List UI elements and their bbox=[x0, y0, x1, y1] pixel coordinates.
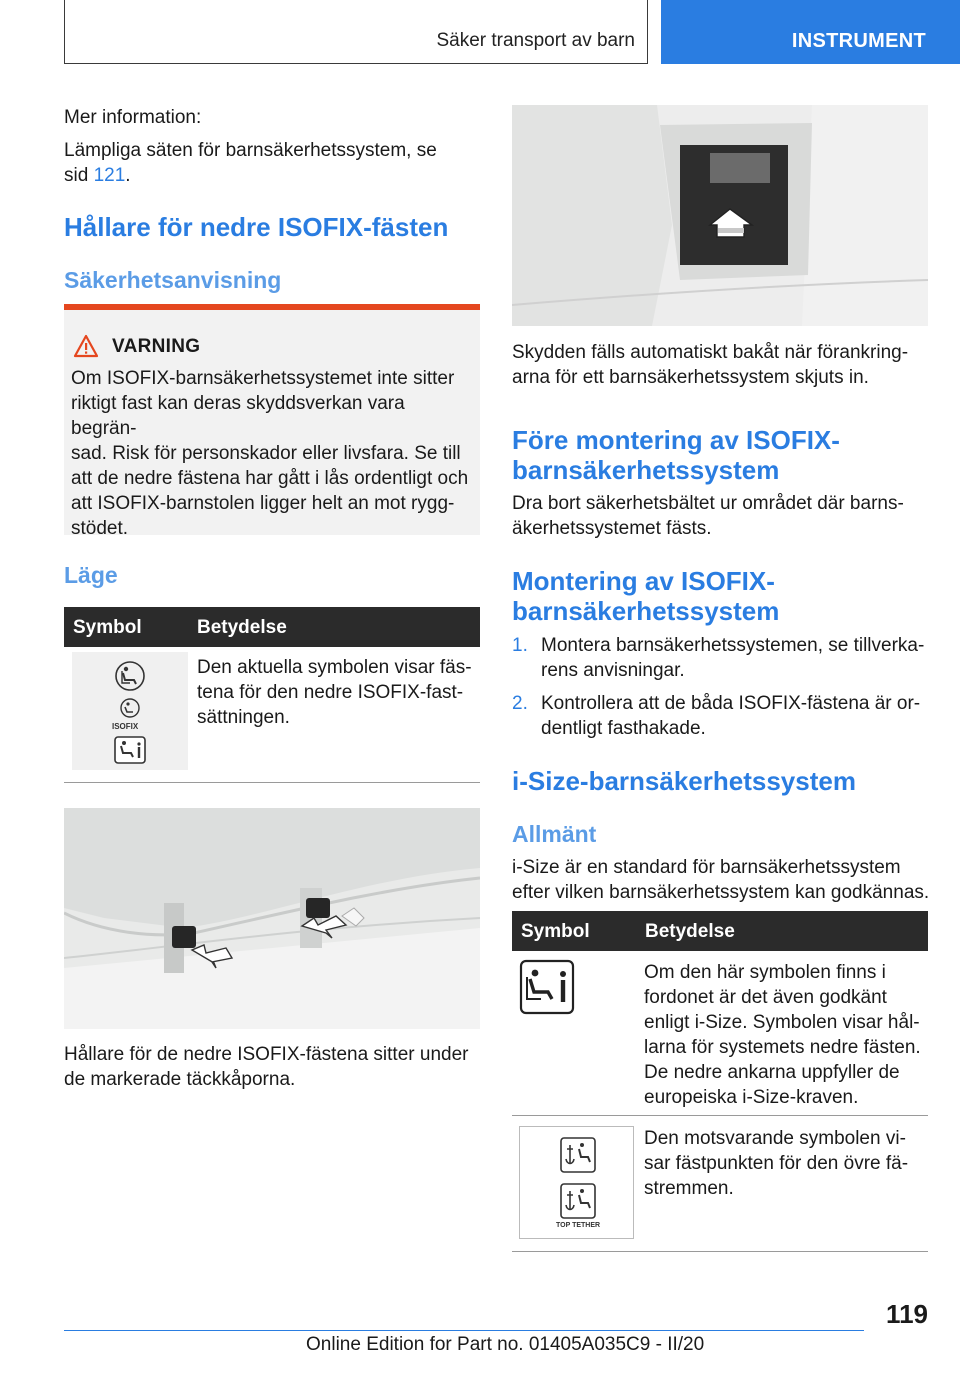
warning-text bbox=[71, 366, 473, 541]
before-text bbox=[512, 491, 932, 541]
meaning-line: De nedre ankarna uppfyller de bbox=[644, 1062, 900, 1083]
tether-meaning-cell bbox=[644, 1126, 934, 1201]
top-tether-label: TOP TETHER bbox=[556, 1222, 601, 1229]
col-symbol: Symbol bbox=[73, 617, 142, 638]
heading-isofix-holders: Hållare för nedre ISOFIX-fästen bbox=[64, 212, 449, 242]
warning-line: sad. Risk för personskador eller livsfara. Se till bbox=[71, 443, 461, 464]
page-number: 119 bbox=[886, 1299, 928, 1329]
isize-symbol-icon bbox=[114, 736, 146, 764]
isize-symbol-cell bbox=[519, 959, 575, 1015]
isofix-label: ISOFIX bbox=[112, 722, 139, 731]
warning-line: Om ISOFIX-barnsäkerhetssystemet inte sitter bbox=[71, 368, 455, 389]
text-line: i-Size är en standard för barnsäkerhetssystem bbox=[512, 857, 901, 878]
edition-text: Online Edition for Part no. 01405A035C9 - II/20 bbox=[306, 1334, 705, 1355]
meaning-line: Om den här symbolen finns i bbox=[644, 962, 886, 983]
general-text bbox=[512, 855, 942, 905]
anchor-cover-photo bbox=[512, 105, 928, 326]
warning-title: VARNING bbox=[112, 336, 201, 357]
col-meaning: Betydelse bbox=[645, 921, 735, 942]
chapter-tab[interactable] bbox=[661, 0, 960, 64]
meaning-line: larna för systemets nedre fästen. bbox=[644, 1037, 921, 1058]
step-number: 1. bbox=[512, 635, 528, 656]
col-symbol: Symbol bbox=[521, 921, 590, 942]
isofix-symbol-icon bbox=[114, 698, 146, 722]
meaning-line: tena för den nedre ISOFIX-fast- bbox=[197, 682, 464, 703]
text-line: efter vilken barnsäkerhetssystem kan godkännas. bbox=[512, 882, 930, 903]
step-1 bbox=[512, 633, 942, 683]
table-divider bbox=[512, 1115, 928, 1116]
step-2 bbox=[512, 691, 942, 741]
text-line: Dra bort säkerhetsbältet ur området där barns- bbox=[512, 493, 904, 514]
seat-anchors-photo bbox=[64, 808, 480, 1029]
step-number: 2. bbox=[512, 693, 528, 714]
step-line: Kontrollera att de båda ISOFIX-fästena är or- bbox=[541, 693, 921, 714]
cover-illustration bbox=[512, 105, 928, 326]
table-divider bbox=[512, 1251, 928, 1252]
warning-box bbox=[64, 304, 480, 539]
meaning-line: europeiska i-Size-kraven. bbox=[644, 1087, 859, 1108]
meaning-line: sättningen. bbox=[197, 707, 290, 728]
step-line: Montera barnsäkerhetssystemen, se tillverka- bbox=[541, 635, 925, 656]
meaning-line: Den aktuella symbolen visar fäs- bbox=[197, 657, 472, 678]
ref-prefix: sid bbox=[64, 165, 89, 186]
footer-rule bbox=[64, 1330, 864, 1331]
more-info-text: Lämpliga säten för barnsäkerhetssystem, se bbox=[64, 140, 437, 161]
heading-line: Före montering av ISOFIX- bbox=[512, 425, 840, 455]
meaning-line: enligt i-Size. Symbolen visar hål- bbox=[644, 1012, 920, 1033]
child-seat-symbol-icon bbox=[114, 660, 146, 692]
caption-line: Skydden fälls automatiskt bakåt när förankring- bbox=[512, 342, 909, 363]
seat-illustration bbox=[64, 808, 480, 1029]
warning-line: riktigt fast kan deras skyddsverkan vara begrän- bbox=[71, 393, 405, 439]
heading-general: Allmänt bbox=[512, 821, 597, 847]
isize-meaning-cell bbox=[644, 960, 934, 1110]
heading-line: barnsäkerhetssystem bbox=[512, 455, 780, 485]
heading-position: Läge bbox=[64, 562, 118, 588]
photo-caption-left bbox=[64, 1042, 480, 1092]
more-info-label: Mer information: bbox=[64, 107, 202, 128]
table-divider bbox=[64, 782, 480, 783]
text-line: äkerhetssystemet fästs. bbox=[512, 518, 712, 539]
heading-isize: i-Size-barnsäkerhetssystem bbox=[512, 766, 856, 796]
table-header-isize bbox=[512, 911, 928, 951]
step-line: dentligt fasthakade. bbox=[541, 718, 706, 739]
photo-caption-right bbox=[512, 340, 932, 390]
warning-line: att ISOFIX-barnstolen ligger helt an mot rygg- bbox=[71, 493, 455, 514]
caption-line: Hållare för de nedre ISOFIX-fästena sitter under bbox=[64, 1044, 469, 1065]
heading-line: barnsäkerhetssystem bbox=[512, 596, 780, 626]
heading-safety: Säkerhetsanvisning bbox=[64, 267, 282, 293]
heading-mounting bbox=[512, 566, 932, 626]
more-info-ref bbox=[64, 163, 131, 188]
section-title: Säker transport av barn bbox=[436, 30, 635, 51]
tether-anchor-icon bbox=[560, 1137, 596, 1173]
heading-line: Montering av ISOFIX- bbox=[512, 566, 775, 596]
table-header bbox=[64, 607, 480, 647]
top-tether-icon bbox=[560, 1183, 596, 1219]
step-line: rens anvisningar. bbox=[541, 660, 685, 681]
chapter-tab-label: INSTRUMENT bbox=[791, 30, 926, 52]
isize-large-icon bbox=[519, 959, 575, 1015]
meaning-line: stremmen. bbox=[644, 1178, 734, 1199]
ref-suffix: . bbox=[125, 165, 131, 186]
col-meaning: Betydelse bbox=[197, 617, 287, 638]
warning-icon bbox=[73, 334, 99, 358]
header-section-box bbox=[64, 0, 648, 64]
caption-line: arna för ett barnsäkerhetssystem skjuts in. bbox=[512, 367, 869, 388]
symbol-cell bbox=[72, 652, 188, 770]
caption-line: de markerade täckkåporna. bbox=[64, 1069, 296, 1090]
meaning-line: Den motsvarande symbolen vi- bbox=[644, 1128, 906, 1149]
meaning-line: sar fästpunkten för den övre fä- bbox=[644, 1153, 909, 1174]
meaning-line: fordonet är det även godkänt bbox=[644, 987, 887, 1008]
table-meaning-cell bbox=[197, 655, 477, 730]
warning-line: att de nedre fästena har gått i lås ordentligt och bbox=[71, 468, 469, 489]
warning-line: stödet. bbox=[71, 518, 129, 539]
heading-before-mounting bbox=[512, 425, 932, 485]
page-link[interactable]: 121 bbox=[93, 165, 126, 186]
top-tether-symbol-cell bbox=[519, 1126, 634, 1239]
